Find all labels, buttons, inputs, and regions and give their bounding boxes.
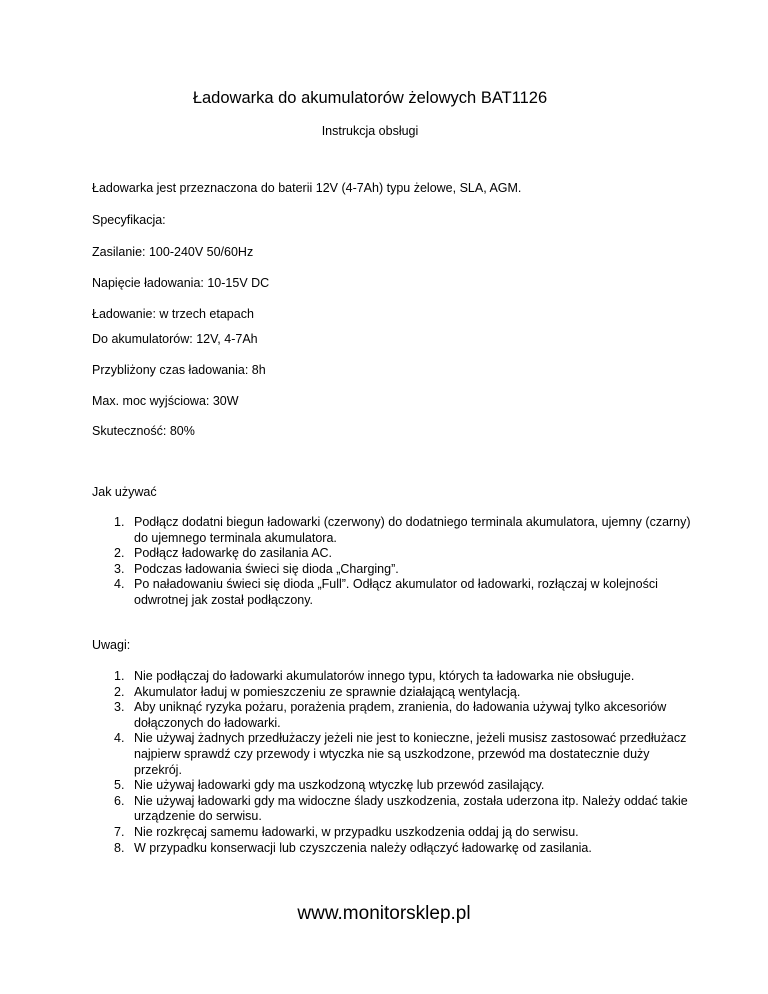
spec-item-battery: Do akumulatorów: 12V, 4-7Ah [92,332,258,346]
note-item [92,841,692,857]
note-text: Nie podłączaj do ładowarki akumulatorów innego typu, których ta ładowarka nie obsługuje. [134,669,635,683]
note-number: 1. [114,669,125,683]
note-number: 3. [114,700,125,715]
spec-item-stages: Ładowanie: w trzech etapach [92,307,254,321]
usage-step [92,546,692,562]
spec-item-power: Zasilanie: 100-240V 50/60Hz [92,245,254,259]
note-item [92,700,692,731]
notes-list [92,669,692,856]
note-item [92,825,692,841]
usage-step-number: 3. [114,561,125,576]
usage-step-number: 1. [114,515,125,529]
usage-step-text: Podłącz dodatni biegun ładowarki (czerwony) do dodatniego terminala akumulatora, ujemny (czarny) do ujemnego terminala akumulatora. [134,515,691,545]
note-item [92,669,692,685]
usage-step [92,562,692,578]
usage-steps-list [92,515,692,609]
note-number: 6. [114,793,125,808]
usage-step [92,577,692,608]
spec-item-efficiency: Skuteczność: 80% [92,424,195,438]
note-number: 4. [114,731,125,746]
spec-item-voltage: Napięcie ładowania: 10-15V DC [92,276,270,290]
spec-item-max-power: Max. moc wyjściowa: 30W [92,394,239,408]
usage-step-text: Podczas ładowania świeci się dioda „Charging”. [134,561,399,576]
note-number: 7. [114,824,125,839]
note-item [92,685,692,701]
usage-step-text: Podłącz ładowarkę do zasilania AC. [134,546,333,561]
usage-step [92,515,692,546]
note-text: Nie używaj ładowarki gdy ma uszkodzoną wtyczkę lub przewód zasilający. [134,778,545,793]
note-item [92,778,692,794]
note-number: 5. [114,778,125,793]
usage-heading: Jak używać [92,485,157,499]
note-text: Nie używaj żadnych przedłużaczy jeżeli nie jest to konieczne, jeżeli musisz zastosować przedłużacz najpierw sprawdź czy przewody i wtyczka nie są uszkodzone, przewód ma dostatecznie duży przekrój. [134,731,687,777]
note-item [92,794,692,825]
spec-item-time: Przybliżony czas ładowania: 8h [92,363,266,377]
document-title: Ładowarka do akumulatorów żelowych BAT1126 [192,89,548,107]
note-item [92,731,692,778]
note-text: Nie używaj ładowarki gdy ma widoczne ślady uszkodzenia, została uderzona itp. Należy oddać takie urządzenie do serwisu. [134,793,688,824]
note-text: Akumulator ładuj w pomieszczeniu ze sprawnie działającą wentylacją. [134,684,521,699]
note-text: W przypadku konserwacji lub czyszczenia należy odłączyć ładowarkę od zasilania. [134,840,592,855]
document-subtitle: Instrukcja obsługi [321,124,419,138]
usage-step-number: 4. [114,577,125,592]
spec-heading: Specyfikacja: [92,213,166,227]
note-text: Aby uniknąć ryzyka pożaru, porażenia prądem, zranienia, do ładowania używaj tylko akcesoriów dołączonych do ładowarki. [134,700,667,730]
usage-step-number: 2. [114,546,125,561]
note-number: 8. [114,840,125,855]
footer-website: www.monitorsklep.pl [297,903,471,924]
usage-step-text: Po naładowaniu świeci się dioda „Full”. Odłącz akumulator od ładowarki, rozłączaj w kolejności odwrotnej jak został podłączony. [134,577,658,607]
notes-heading: Uwagi: [92,638,131,652]
note-text: Nie rozkręcaj samemu ładowarki, w przypadku uszkodzenia oddaj ją do serwisu. [134,824,579,839]
note-number: 2. [114,684,125,699]
intro-text: Ładowarka jest przeznaczona do baterii 12V (4-7Ah) typu żelowe, SLA, AGM. [92,181,522,195]
